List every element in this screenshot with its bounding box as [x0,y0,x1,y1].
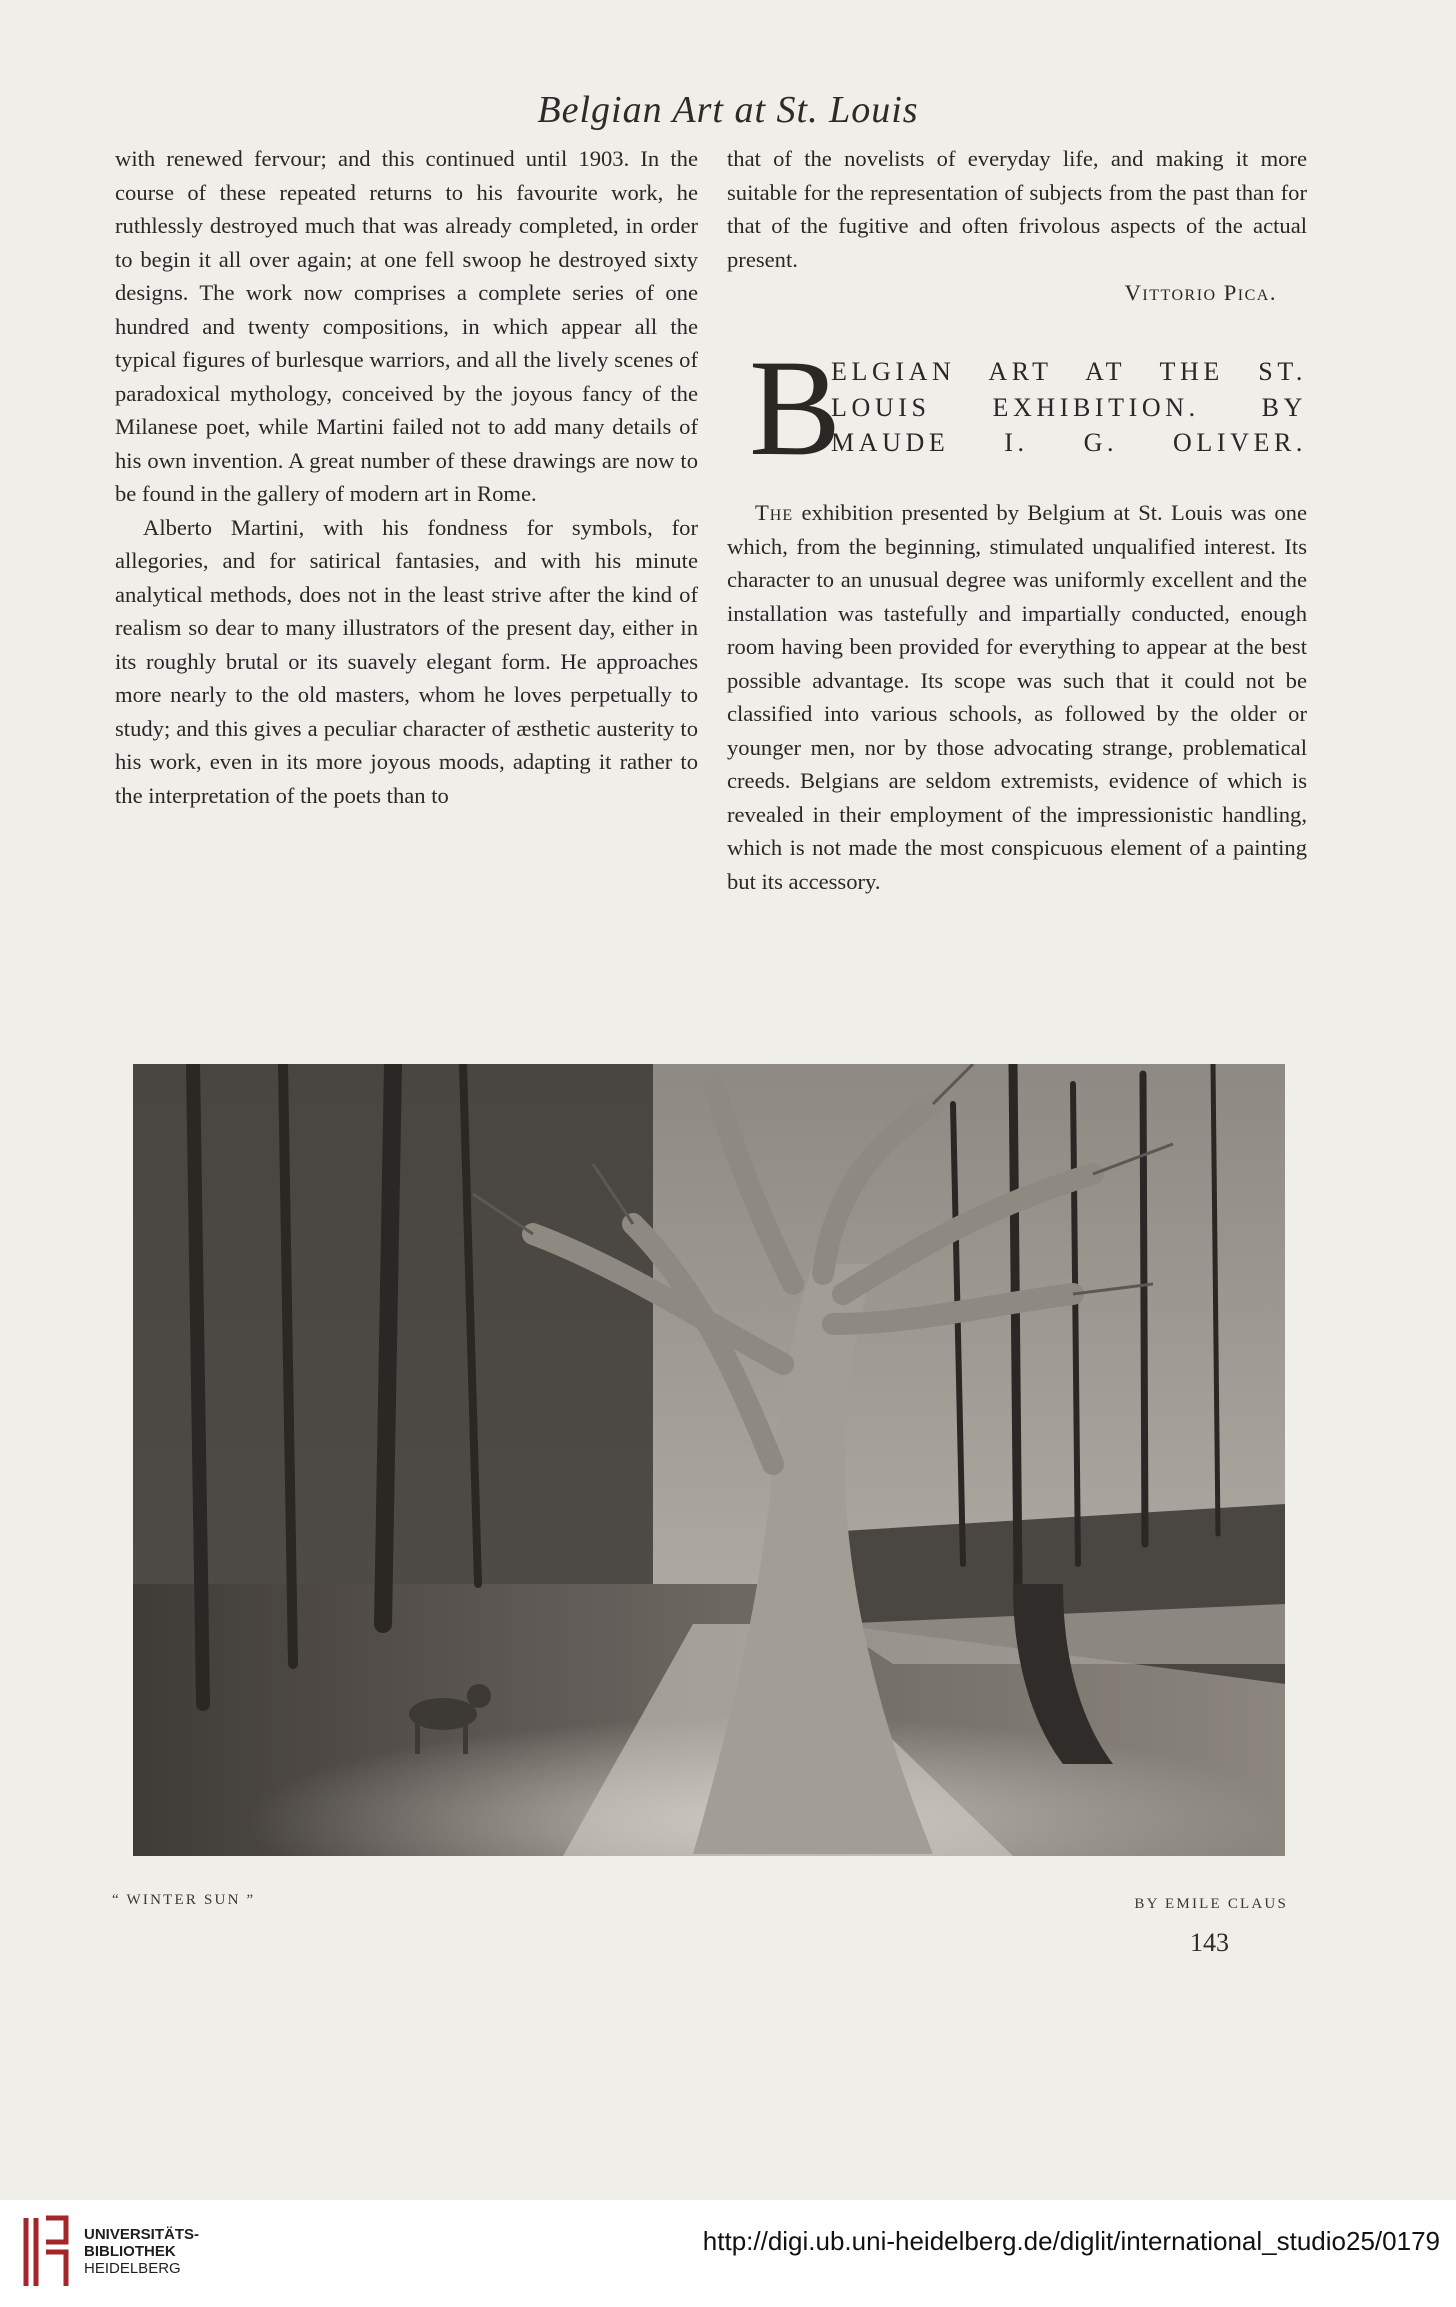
library-name [84,2226,199,2277]
headline-text [831,354,1307,461]
left-paragraph-1: with renewed fervour; and this continued until 1903. In the course of these repeated returns to his favourite work, he ruthlessly destroyed much that was already completed, in order to begin it all over again; at one fell swoop he destroyed sixty designs. The work now comprises a complete series of one hundred and twenty compositions, in which appear all the typical figures of burlesque warriors, and all the lively scenes of paradoxical mythology, conceived by the joyous fancy of the Milanese poet, while Martini failed not to add many details of his own invention. A great number of these drawings are now to be found in the gallery of modern art in Rome. [115,146,698,506]
painting-image [133,1064,1285,1856]
library-name-line-2: BIBLIOTHEK [84,2243,176,2260]
left-column [115,142,698,812]
drop-cap: B [749,331,842,484]
article-headline [727,331,1307,484]
painting-plate [133,1064,1285,1856]
right-column [727,142,1307,898]
right-paragraph-1: that of the novelists of everyday life, and making it more suitable for the representation of subjects from the past than for that of the fugitive and often frivolous aspects of the actual present. [727,146,1307,272]
right-paragraph-2-body: exhibition presented by Belgium at St. Louis was one which, from the beginning, stimulated unqualified interest. Its character to an unusual degree was uniformly excellent and the installation was tastefully and impartially conducted, enough room having been provided for everything to appear at the best possible advantage. Its scope was such that it could not be classified into various schools, as followed by the older or younger men, nor by those advocating strange, problematical creeds. Belgians are seldom extremists, evidence of which is revealed in their employment of the impressionistic handling, which is not made the most conspicuous element of a painting but its accessory. [727,500,1307,894]
paragraph-lead-word: The [755,500,794,525]
author-signature: Vittorio Pica. [1124,280,1277,305]
running-head: Belgian Art at St. Louis [537,89,919,131]
headline-line-1: ELGIAN ART AT THE ST. [831,357,1307,386]
library-logo-icon [18,2212,76,2292]
right-paragraph-2 [727,496,1307,898]
plate-caption-artist: BY EMILE CLAUS [1134,1896,1288,1912]
headline-line-3: MAUDE I. G. OLIVER. [831,428,1307,457]
left-paragraph-2: Alberto Martini, with his fondness for symbols, for allegories, and for satirical fantasies, and with his minute analytical methods, does not in the least strive after the kind of realism so dear to many illustrators of the present day, either in its roughly brutal or its suavely elegant form. He approaches more nearly to the old masters, whom he loves perpetually to study; and this gives a peculiar character of æsthetic austerity to his work, even in its more joyous moods, adapting it rather to the interpretation of the poets than to [115,514,698,808]
source-url-link[interactable]: http://digi.ub.uni-heidelberg.de/diglit/international_studio25/0179 [702,2226,1440,2256]
page-number: 143 [1190,1928,1229,1957]
library-name-line-1: UNIVERSITÄTS- [84,2226,200,2243]
plate-caption-title: “ WINTER SUN ” [112,1892,256,1908]
library-name-line-3: HEIDELBERG [84,2260,181,2277]
headline-line-2: LOUIS EXHIBITION. BY [831,392,1307,422]
